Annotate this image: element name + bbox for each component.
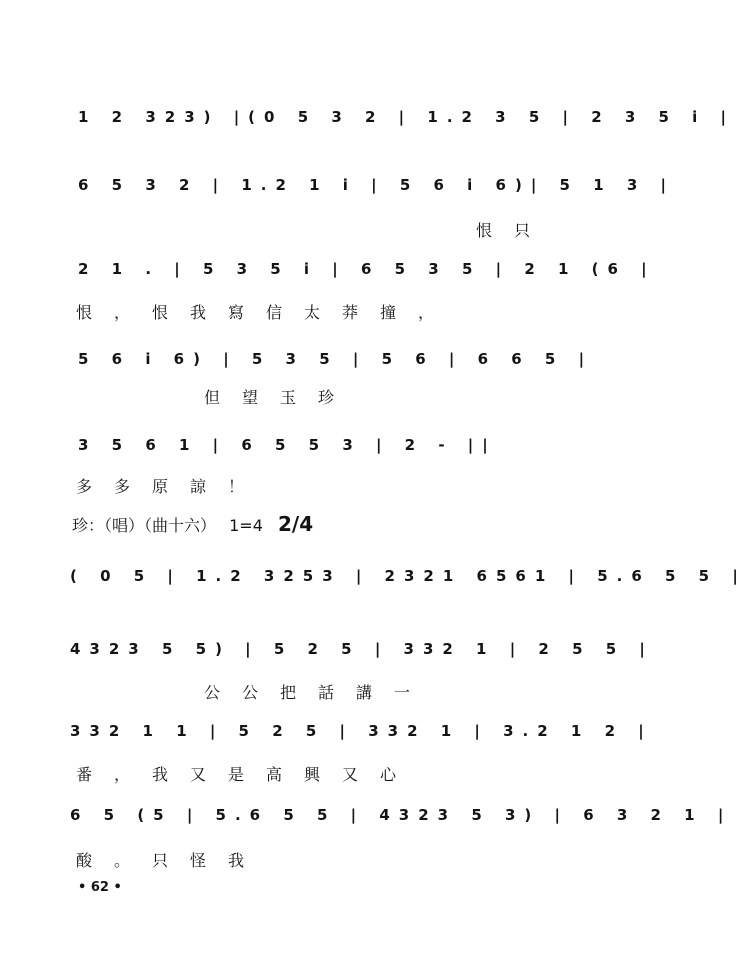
notation-line-6 (70, 567, 747, 607)
lyric-line-8: 番，我又是高興又心 (76, 765, 419, 784)
notation-line-8 (70, 722, 653, 762)
notation-text: 5 6 i 6) | 5 3 5 | 5 6 | 6 6 5 | (78, 350, 594, 368)
notation-line-5 (70, 436, 580, 476)
notation-line-2 (70, 176, 675, 216)
notation-text: 4323 5 5) | 5 2 5 | 332 1 | 2 5 5 | (70, 640, 654, 658)
lyric-line-9: 酸。只怪我 (76, 851, 267, 870)
notation-text: 6 5 (5 | 5.6 5 5 | 4323 5 3) | 6 3 2 1 | (70, 806, 733, 824)
lyric-line-2: 恨只 (476, 221, 553, 240)
notation-text: 2 1 . | 5 3 5 i | 6 5 3 5 | 2 1 (6 | (78, 260, 656, 278)
key-signature: 1=4 (229, 516, 263, 535)
section-label: 珍：（唱）（曲十六） (72, 516, 217, 535)
lyric-line-5: 多多原諒！ (76, 477, 267, 496)
notation-text: ( 0 5 | 1.2 3253 | 2321 6561 | 5.6 5 5 | (70, 567, 747, 585)
notation-text: 1 2 323) |(0 5 3 2 | 1.2 3 5 | 2 3 5 i | (78, 108, 736, 126)
notation-text: 332 1 1 | 5 2 5 | 332 1 | 3.2 1 2 | (70, 722, 653, 740)
lyric-line-4: 但望玉珍 (204, 388, 357, 407)
lyric-line-7: 公公把話講一 (204, 683, 433, 702)
lyric-line-3: 恨，恨我寫信太莽撞， (76, 303, 457, 322)
notation-line-3 (70, 260, 656, 300)
notation-line-4 (70, 350, 594, 390)
notation-text: 3 5 6 1 | 6 5 5 3 | 2 - || (78, 436, 497, 454)
notation-line-1 (70, 108, 736, 148)
time-signature: 2/4 (277, 512, 314, 536)
section-header (72, 512, 313, 536)
page-number: • 62 • (78, 880, 122, 895)
notation-line-7 (70, 640, 654, 680)
notation-text: 6 5 3 2 | 1.2 1 i | 5 6 i 6)| 5 1 3 | (78, 176, 675, 194)
notation-line-9 (70, 806, 733, 846)
